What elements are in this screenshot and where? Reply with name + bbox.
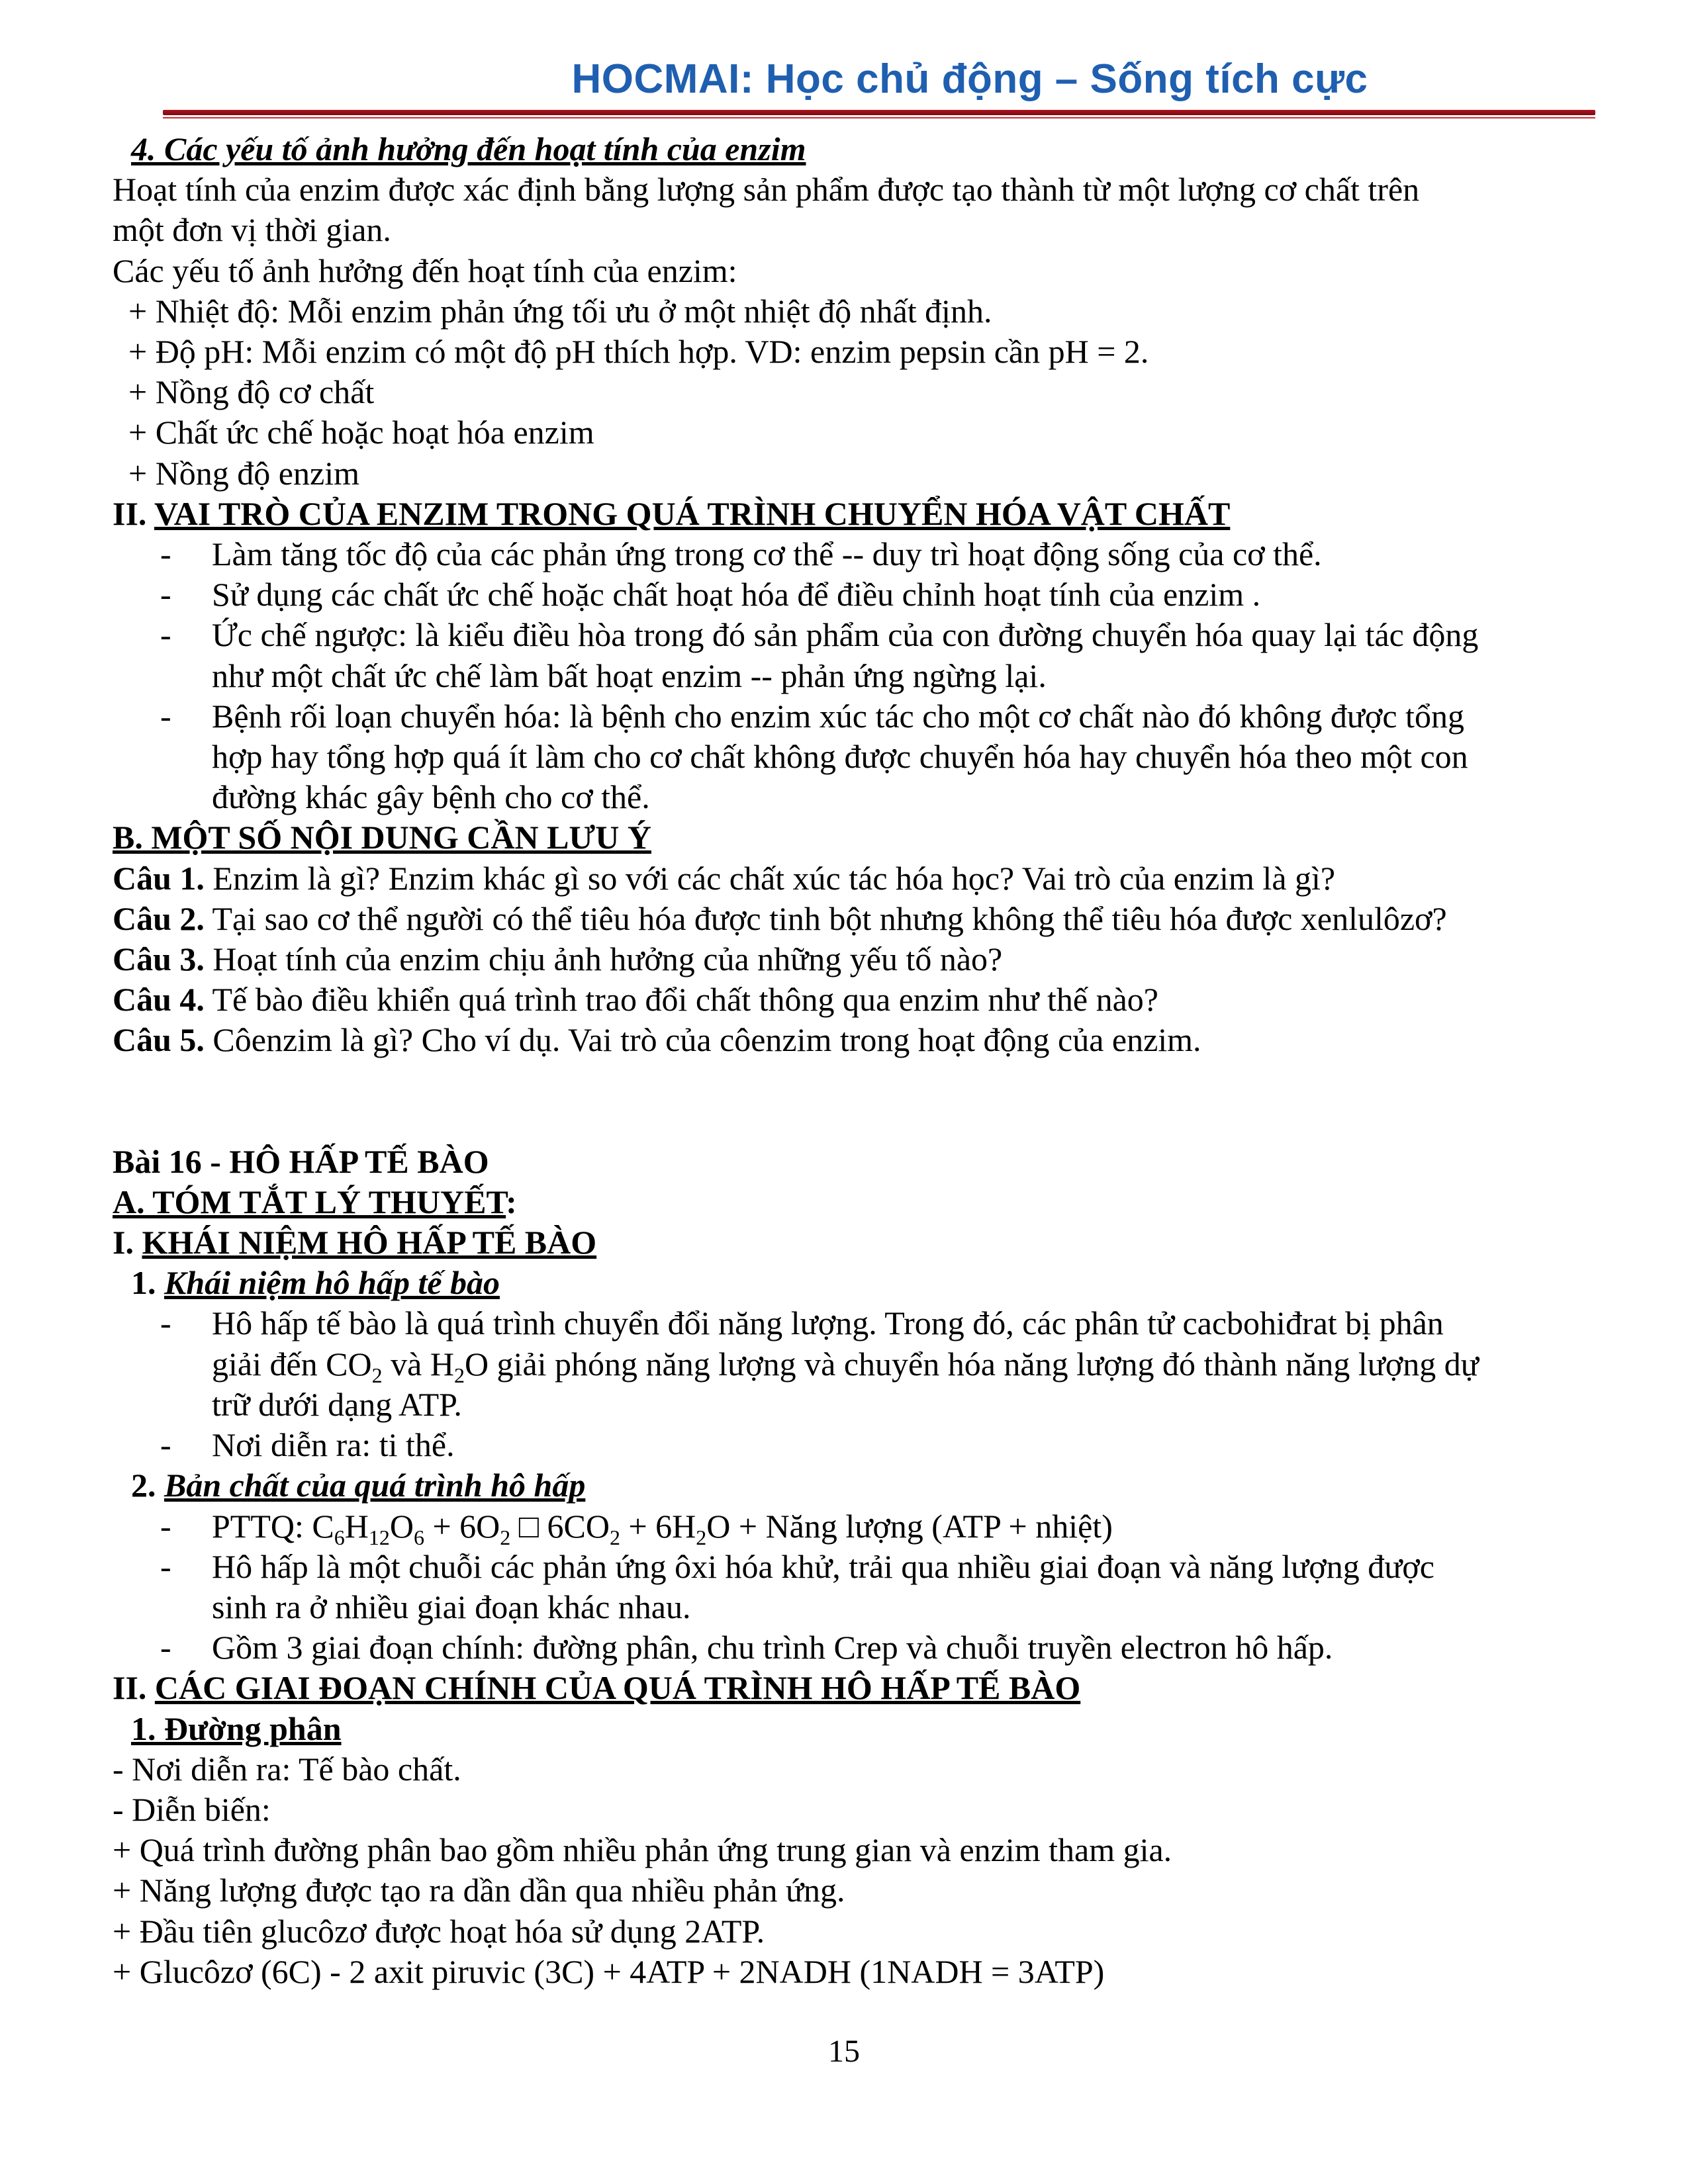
page-header: [159, 46, 1595, 119]
paragraph-line: + Quá trình đường phân bao gồm nhiều phản ứng trung gian và enzim tham gia.: [113, 1831, 1172, 1869]
list-item-continuation: giải đến $CO_2$ và $H_2O$ giải phóng năng lượng và chuyển hóa năng lượng đó thành năng lượng dự: [212, 1345, 1479, 1387]
question-2: Câu 2. Tại sao cơ thể người có thể tiêu hóa được tinh bột nhưng không thể tiêu hóa được xenlulôzơ?: [113, 899, 1447, 937]
list-item-continuation: đường khác gây bệnh cho cơ thể.: [212, 778, 650, 816]
paragraph-line: + Năng lượng được tạo ra dần dần qua nhiều phản ứng.: [113, 1872, 845, 1909]
list-item-continuation: trữ dưới dạng ATP.: [212, 1385, 462, 1423]
question-3: Câu 3. Hoạt tính của enzim chịu ảnh hưởng của những yếu tố nào?: [113, 940, 1003, 978]
subsection-2-heading: 2. Bản chất của quá trình hô hấp: [131, 1467, 586, 1504]
paragraph-line: + Glucôzơ (6C) - 2 axit piruvic (3C) + 4ATP + 2NADH (1NADH = 3ATP): [113, 1952, 1105, 1990]
paragraph-line: Các yếu tố ảnh hưởng đến hoạt tính của enzim:: [113, 251, 737, 289]
list-item: + Độ pH: Mỗi enzim có một độ pH thích hợp. VD: enzim pepsin cần pH = 2.: [128, 333, 1149, 371]
subsection-1-heading: 1. Khái niệm hô hấp tế bào: [131, 1264, 500, 1302]
section-ii-stages-heading: II. CÁC GIAI ĐOẠN CHÍNH CỦA QUÁ TRÌNH HÔ HẤP TẾ BÀO: [113, 1669, 1081, 1707]
spacer: [113, 1061, 1582, 1142]
paragraph-line: Hoạt tính của enzim được xác định bằng lượng sản phẩm được tạo thành từ một lượng cơ chất trên: [113, 171, 1420, 208]
list-item: - Hô hấp là một chuỗi các phản ứng ôxi hóa khử, trải qua nhiều giai đoạn và năng lượng được: [160, 1547, 1434, 1585]
list-item-continuation: như một chất ức chế làm bất hoạt enzim -- phản ứng ngừng lại.: [212, 657, 1047, 694]
list-item: - Hô hấp tế bào là quá trình chuyển đổi năng lượng. Trong đó, các phân tử cacbohiđrat bị phân: [160, 1304, 1444, 1342]
list-item: + Nồng độ enzim: [128, 454, 359, 492]
list-item: - Gồm 3 giai đoạn chính: đường phân, chu trình Crep và chuỗi truyền electron hô hấp.: [160, 1629, 1333, 1666]
list-item: - Ức chế ngược: là kiểu điều hòa trong đó sản phẩm của con đường chuyển hóa quay lại tác động: [160, 616, 1479, 654]
list-item: + Nhiệt độ: Mỗi enzim phản ứng tối ưu ở một nhiệt độ nhất định.: [128, 292, 992, 330]
paragraph-line: - Diễn biến:: [113, 1790, 271, 1828]
list-item: - Bệnh rối loạn chuyển hóa: là bệnh cho enzim xúc tác cho một cơ chất nào đó không được tổng: [160, 697, 1464, 735]
paragraph-line: - Nơi diễn ra: Tế bào chất.: [113, 1750, 461, 1788]
question-5: Câu 5. Côenzim là gì? Cho ví dụ. Vai trò của côenzim trong hoạt động của enzim.: [113, 1021, 1201, 1059]
header-rule-thin: [163, 117, 1595, 118]
header-rule: [163, 110, 1595, 115]
section-4-heading: 4. Các yếu tố ảnh hưởng đến hoạt tính của enzim: [131, 130, 806, 167]
header-brand: HOCMAI: Học chủ động – Sống tích cực: [571, 56, 1368, 102]
section-a-heading: A. TÓM TẮT LÝ THUYẾT:: [113, 1183, 517, 1220]
document-body: [113, 129, 1582, 1992]
list-item: + Chất ức chế hoặc hoạt hóa enzim: [128, 414, 594, 451]
lesson-title: Bài 16 - HÔ HẤP TẾ BÀO: [113, 1142, 489, 1180]
question-4: Câu 4. Tế bào điều khiển quá trình trao đổi chất thông qua enzim như thế nào?: [113, 981, 1158, 1019]
list-item-continuation: hợp hay tổng hợp quá ít làm cho cơ chất không được chuyển hóa hay chuyển hóa theo một con: [212, 738, 1468, 776]
section-i-heading: I. KHÁI NIỆM HÔ HẤP TẾ BÀO: [113, 1224, 597, 1261]
paragraph-line: một đơn vị thời gian.: [113, 211, 391, 249]
stage-1-heading: 1. Đường phân: [131, 1709, 342, 1747]
list-item: - Nơi diễn ra: ti thể.: [160, 1426, 455, 1464]
section-b-heading: B. MỘT SỐ NỘI DUNG CẦN LƯU Ý: [113, 819, 651, 856]
question-1: Câu 1. Enzim là gì? Enzim khác gì so với các chất xúc tác hóa học? Vai trò của enzim là gì?: [113, 859, 1336, 897]
list-item: + Nồng độ cơ chất: [128, 373, 375, 411]
section-ii-heading: II. VAI TRÒ CỦA ENZIM TRONG QUÁ TRÌNH CHUYỂN HÓA VẬT CHẤT: [113, 494, 1231, 532]
paragraph-line: + Đầu tiên glucôzơ được hoạt hóa sử dụng 2ATP.: [113, 1912, 765, 1950]
list-item: - Sử dụng các chất ức chế hoặc chất hoạt hóa để điều chỉnh hoạt tính của enzim .: [160, 576, 1261, 614]
list-item-continuation: sinh ra ở nhiều giai đoạn khác nhau.: [212, 1588, 691, 1625]
page-number: 15: [828, 2034, 860, 2069]
list-item: - Làm tăng tốc độ của các phản ứng trong cơ thể -- duy trì hoạt động sống của cơ thể.: [160, 535, 1322, 573]
equation-line: - PTTQ: $C_6H_{12}O_6 + 6O_2$ □ $6CO_2 + 6H_2O$ + Năng lượng (ATP + nhiệt): [160, 1507, 1113, 1549]
